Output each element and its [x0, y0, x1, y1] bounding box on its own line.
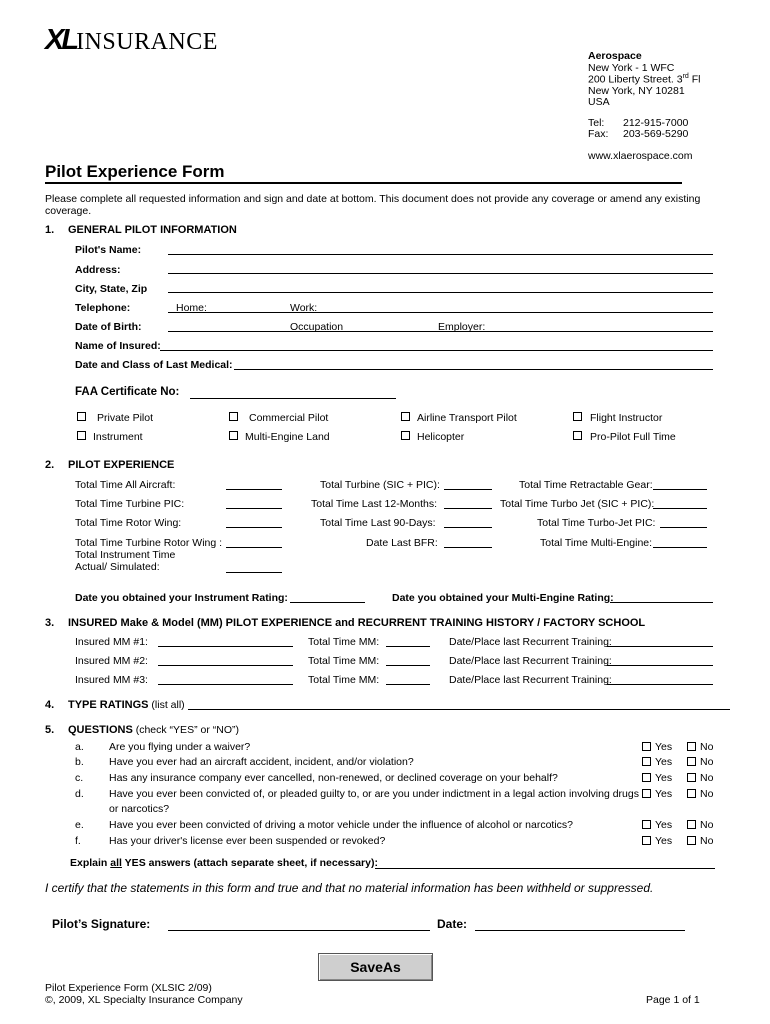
address-line-4: USA — [588, 96, 610, 108]
section-5-heading: QUESTIONS (check “YES” or “NO”) — [68, 724, 239, 736]
type-ratings-field[interactable] — [188, 709, 730, 710]
yes-label: Yes — [655, 741, 673, 753]
telephone-field[interactable] — [168, 312, 713, 313]
footer-copyright: ©, 2009, XL Specialty Insurance Company — [45, 994, 243, 1006]
medical-field[interactable] — [234, 369, 713, 370]
question-b-text: Have you ever had an aircraft accident, incident, and/or violation? — [109, 756, 414, 768]
commercial-pilot-checkbox[interactable] — [229, 412, 238, 421]
title-rule — [45, 182, 682, 184]
website-link[interactable]: www.xlaerospace.com — [588, 150, 693, 162]
address-label: Address: — [75, 264, 121, 276]
question-f-yes-checkbox[interactable] — [642, 836, 651, 845]
total-time-mm-3-field[interactable] — [386, 684, 430, 685]
multi-engine-land-label: Multi-Engine Land — [245, 431, 330, 443]
turbine-pic-label: Total Time Turbine PIC: — [75, 498, 185, 510]
instrument-rating-label: Date you obtained your Instrument Rating: — [75, 592, 288, 604]
pilot-name-field[interactable] — [168, 254, 713, 255]
atp-checkbox[interactable] — [401, 412, 410, 421]
yes-label: Yes — [655, 788, 673, 800]
total-time-mm-1-label: Total Time MM: — [308, 636, 380, 648]
faa-field[interactable] — [190, 398, 396, 399]
name-insured-field[interactable] — [160, 350, 713, 351]
intro-line-2: coverage. — [45, 205, 92, 217]
total-time-all-label: Total Time All Aircraft: — [75, 479, 176, 491]
tel-label: Tel: — [588, 117, 605, 129]
actual-simulated-label: Actual/ Simulated: — [75, 561, 160, 573]
question-b-no-checkbox[interactable] — [687, 757, 696, 766]
total-time-mm-3-label: Total Time MM: — [308, 674, 380, 686]
question-e-text: Have you ever been convicted of driving a motor vehicle under the influence of alcohol or narcotics? — [109, 819, 574, 831]
last-bfr-field[interactable] — [444, 547, 492, 548]
question-d-continued: or narcotics? — [109, 803, 170, 815]
flight-instructor-label: Flight Instructor — [590, 412, 663, 424]
telephone-label: Telephone: — [75, 302, 131, 314]
insured-mm-1-field[interactable] — [158, 646, 293, 647]
employer-label: Employer: — [438, 321, 486, 333]
pro-pilot-label: Pro-Pilot Full Time — [590, 431, 676, 443]
yes-label: Yes — [655, 756, 673, 768]
logo-name: INSURANCE — [76, 29, 218, 55]
last-90-days-label: Total Time Last 90-Days: — [320, 517, 436, 529]
commercial-pilot-label: Commercial Pilot — [249, 412, 329, 424]
medical-label: Date and Class of Last Medical: — [75, 359, 233, 371]
question-c-text: Has any insurance company ever cancelled, non-renewed, or declined coverage on your behalf? — [109, 772, 558, 784]
instrument-label: Instrument — [93, 431, 143, 443]
fax-number: 203-569-5290 — [623, 128, 689, 140]
no-label: No — [700, 741, 714, 753]
section-1-title: GENERAL PILOT INFORMATION — [68, 224, 237, 236]
insured-mm-3-field[interactable] — [158, 684, 293, 685]
question-d-yes-checkbox[interactable] — [642, 789, 651, 798]
insured-mm-2-label: Insured MM #2: — [75, 655, 148, 667]
question-c-letter: c. — [75, 772, 84, 784]
question-a-no-checkbox[interactable] — [687, 742, 696, 751]
section-3-number: 3. — [45, 617, 55, 629]
turbine-rotor-label: Total Time Turbine Rotor Wing : — [75, 537, 223, 549]
section-2-number: 2. — [45, 459, 55, 471]
work-phone-label: Work: — [290, 302, 318, 314]
helicopter-checkbox[interactable] — [401, 431, 410, 440]
question-c-no-checkbox[interactable] — [687, 773, 696, 782]
footer-page-number: Page 1 of 1 — [646, 994, 700, 1006]
insured-mm-1-label: Insured MM #1: — [75, 636, 148, 648]
recurrent-3-label: Date/Place last Recurrent Training: — [449, 674, 612, 686]
turbo-jet-field[interactable] — [653, 508, 707, 509]
section-2-title: PILOT EXPERIENCE — [68, 459, 175, 471]
question-d-letter: d. — [75, 788, 84, 800]
section-4-heading: TYPE RATINGS (list all) — [68, 699, 185, 711]
recurrent-2-field[interactable] — [607, 665, 713, 666]
total-time-mm-2-label: Total Time MM: — [308, 655, 380, 667]
occupation-label: Occupation — [290, 321, 344, 333]
date-label: Date: — [437, 917, 468, 931]
address-line-1: New York - 1 WFC — [588, 62, 675, 74]
pilot-name-label: Pilot's Name: — [75, 244, 142, 256]
question-e-letter: e. — [75, 819, 84, 831]
last-90-days-field[interactable] — [444, 527, 492, 528]
signature-label: Pilot’s Signature: — [52, 917, 151, 931]
address-line-2: 200 Liberty Street. 3rd Fl — [588, 73, 701, 86]
dob-field[interactable] — [168, 331, 713, 332]
question-a-yes-checkbox[interactable] — [642, 742, 651, 751]
last-12-months-label: Total Time Last 12-Months: — [311, 498, 438, 510]
recurrent-1-label: Date/Place last Recurrent Training: — [449, 636, 612, 648]
turbo-jet-pic-label: Total Time Turbo-Jet PIC: — [537, 517, 656, 529]
name-insured-label: Name of Insured: — [75, 340, 161, 352]
explain-label: Explain all YES answers (attach separate sheet, if necessary): — [70, 857, 378, 869]
yes-label: Yes — [655, 835, 673, 847]
question-f-no-checkbox[interactable] — [687, 836, 696, 845]
instrument-time-label: Total Instrument Time — [75, 549, 176, 561]
city-label: City, State, Zip — [75, 283, 148, 295]
question-a-text: Are you flying under a waiver? — [109, 741, 251, 753]
turbine-pic-field[interactable] — [226, 508, 282, 509]
city-field[interactable] — [168, 292, 713, 293]
retractable-gear-label: Total Time Retractable Gear: — [519, 479, 653, 491]
total-turbine-field[interactable] — [444, 489, 492, 490]
explain-field[interactable] — [375, 868, 715, 869]
xl-insurance-logo — [45, 24, 218, 56]
flight-instructor-checkbox[interactable] — [573, 412, 582, 421]
me-rating-label: Date you obtained your Multi-Engine Rating: — [392, 592, 614, 604]
insured-mm-2-field[interactable] — [158, 665, 293, 666]
fax-label: Fax: — [588, 128, 609, 140]
no-label: No — [700, 756, 714, 768]
total-time-mm-2-field[interactable] — [386, 665, 430, 666]
save-as-button[interactable]: SaveAs — [318, 953, 433, 981]
last-bfr-label: Date Last BFR: — [366, 537, 438, 549]
question-e-no-checkbox[interactable] — [687, 820, 696, 829]
question-f-letter: f. — [75, 835, 81, 847]
no-label: No — [700, 772, 714, 784]
turbine-rotor-field[interactable] — [226, 547, 282, 548]
question-d-no-checkbox[interactable] — [687, 789, 696, 798]
question-b-letter: b. — [75, 756, 84, 768]
multi-engine-land-checkbox[interactable] — [229, 431, 238, 440]
section-3-title: INSURED Make & Model (MM) PILOT EXPERIENCE and RECURRENT TRAINING HISTORY / FACTORY SCHOOL — [68, 617, 646, 629]
section-1-number: 1. — [45, 224, 55, 236]
logo-brand: XL — [45, 24, 77, 56]
dob-label: Date of Birth: — [75, 321, 142, 333]
recurrent-2-label: Date/Place last Recurrent Training: — [449, 655, 612, 667]
faa-label: FAA Certificate No: — [75, 386, 180, 398]
turbo-jet-pic-field[interactable] — [660, 527, 707, 528]
question-c-yes-checkbox[interactable] — [642, 773, 651, 782]
instrument-checkbox[interactable] — [77, 431, 86, 440]
intro-line-1: Please complete all requested information and sign and date at bottom. This document does not provide any coverage or amend any existing — [45, 193, 701, 205]
private-pilot-label: Private Pilot — [97, 412, 154, 424]
certify-statement: I certify that the statements in this form and true and that no material information has been withheld or suppressed. — [45, 881, 654, 895]
no-label: No — [700, 819, 714, 831]
question-f-text: Has your driver's license ever been suspended or revoked? — [109, 835, 386, 847]
no-label: No — [700, 835, 714, 847]
tel-number: 212-915-7000 — [623, 117, 689, 129]
instrument-time-field[interactable] — [226, 572, 282, 573]
question-d-text: Have you ever been convicted of, or pleaded guilty to, or are you under indictment in a legal action involving drugs — [109, 788, 639, 800]
form-title: Pilot Experience Form — [45, 162, 225, 181]
insured-mm-3-label: Insured MM #3: — [75, 674, 148, 686]
date-field[interactable] — [475, 930, 685, 931]
total-time-mm-1-field[interactable] — [386, 646, 430, 647]
question-a-letter: a. — [75, 741, 84, 753]
helicopter-label: Helicopter — [417, 431, 465, 443]
me-rating-field[interactable] — [610, 602, 713, 603]
home-phone-label: Home: — [176, 302, 207, 314]
question-e-yes-checkbox[interactable] — [642, 820, 651, 829]
instrument-rating-field[interactable] — [290, 602, 365, 603]
address-field[interactable] — [168, 273, 713, 274]
atp-label: Airline Transport Pilot — [417, 412, 517, 424]
signature-field[interactable] — [168, 930, 430, 931]
multi-engine-label: Total Time Multi-Engine: — [540, 537, 653, 549]
total-turbine-label: Total Turbine (SIC + PIC): — [320, 479, 440, 491]
section-4-number: 4. — [45, 699, 55, 711]
turbo-jet-label: Total Time Turbo Jet (SIC + PIC): — [500, 498, 655, 510]
retractable-gear-field[interactable] — [653, 489, 707, 490]
company-division: Aerospace — [588, 50, 642, 62]
yes-label: Yes — [655, 819, 673, 831]
private-pilot-checkbox[interactable] — [77, 412, 86, 421]
yes-label: Yes — [655, 772, 673, 784]
rotor-wing-label: Total Time Rotor Wing: — [75, 517, 182, 529]
section-5-number: 5. — [45, 724, 55, 736]
footer-form-id: Pilot Experience Form (XLSIC 2/09) — [45, 982, 212, 994]
no-label: No — [700, 788, 714, 800]
last-12-months-field[interactable] — [444, 508, 492, 509]
multi-engine-field[interactable] — [653, 547, 707, 548]
recurrent-1-field[interactable] — [607, 646, 713, 647]
rotor-wing-field[interactable] — [226, 527, 282, 528]
question-b-yes-checkbox[interactable] — [642, 757, 651, 766]
pro-pilot-checkbox[interactable] — [573, 431, 582, 440]
recurrent-3-field[interactable] — [607, 684, 713, 685]
address-line-3: New York, NY 10281 — [588, 85, 685, 97]
total-time-all-field[interactable] — [226, 489, 282, 490]
